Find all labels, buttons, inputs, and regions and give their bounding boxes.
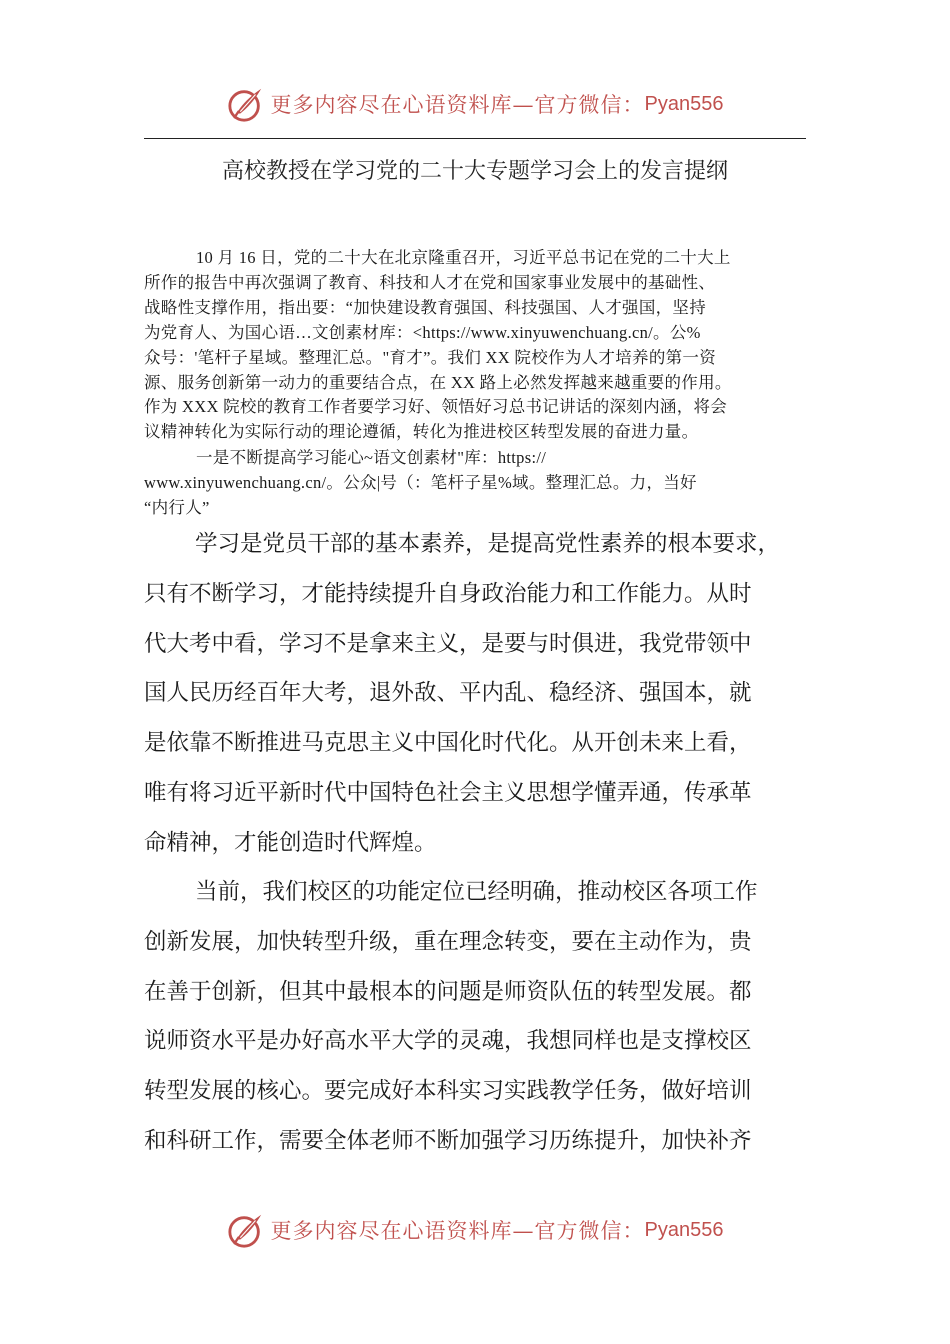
footer-banner: [0, 1208, 950, 1252]
text-line: 所作的报告中再次强调了教育、科技和人才在党和国家事业发展中的基础性、: [144, 272, 716, 292]
text-line: 源、服务创新第一动力的重要结合点，在 XX 路上必然发挥越来越重要的作用。: [144, 372, 732, 392]
text-line: 为党育人、为国心语…文创素材库：<https://www.xinyuwenchuang.cn/。公%: [144, 322, 701, 342]
text-line: 在善于创新，但其中最根本的问题是师资队伍的转型发展。都: [144, 978, 752, 1005]
text-line: 创新发展，加快转型升级，重在理念转变，要在主动作为，贵: [144, 928, 752, 955]
text-line: 唯有将习近平新时代中国特色社会主义思想学懂弄通，传承革: [144, 779, 752, 806]
text-line: 转型发展的核心。要完成好本科实习实践教学任务，做好培训: [144, 1078, 752, 1105]
text-line: 命精神，才能创造时代辉煌。: [144, 829, 437, 856]
banner-text: 更多内容尽在心语资料库—官方微信：: [270, 93, 645, 117]
body-paragraph-2: [144, 868, 812, 1167]
point-one-heading: [144, 446, 808, 521]
text-line: 是依靠不断推进马克思主义中国化时代化。从开创未来上看，: [144, 730, 752, 757]
text-line: 议精神转化为实际行动的理论遵循，转化为推进校区转型发展的奋进力量。: [144, 422, 699, 442]
intro-paragraph: [144, 246, 808, 445]
banner-text: 更多内容尽在心语资料库—官方微信：: [270, 1219, 645, 1243]
page-title: 高校教授在学习党的二十大专题学习会上的发言提纲: [221, 159, 728, 184]
text-line: 当前，我们校区的功能定位已经明确，推动校区各项工作: [195, 879, 758, 905]
text-line: “内行人”: [144, 497, 210, 517]
text-line: www.xinyuwenchuang.cn/。公众|号（：笔杆子星%域。整理汇总。力，当好: [144, 472, 697, 492]
text-line: 10 月 16 日，党的二十大在北京隆重召开，习近平总书记在党的二十大上: [196, 248, 731, 267]
header-divider: [144, 138, 806, 139]
quill-logo-icon: [227, 85, 265, 123]
header-banner: [0, 82, 950, 126]
quill-logo-icon: [227, 1211, 265, 1249]
text-line: 只有不断学习，才能持续提升自身政治能力和工作能力。从时: [144, 580, 752, 607]
text-line: 和科研工作，需要全体老师不断加强学习历练提升，加快补齐: [144, 1127, 752, 1154]
text-line: 国人民历经百年大考，退外敌、平内乱、稳经济、强国本，就: [144, 680, 752, 707]
text-line: 众号：'笔杆子星域。整理汇总。"育才”。我们 XX 院校作为人才培养的第一资: [144, 347, 717, 367]
text-line: 学习是党员干部的基本素养，是提高党性素养的根本要求，: [195, 531, 781, 557]
text-line: 作为 XXX 院校的教育工作者要学习好、领悟好习总书记讲话的深刻内涵，将会: [144, 397, 728, 417]
text-line: 说师资水平是办好高水平大学的灵魂，我想同样也是支撑校区: [144, 1028, 752, 1055]
banner-wechat-id: Pyan556: [644, 1218, 724, 1241]
body-paragraph-1: [144, 520, 812, 869]
text-line: 代大考中看，学习不是拿来主义，是要与时俱进，我党带领中: [144, 630, 752, 657]
text-line: 战略性支撑作用，指出要：“加快建设教育强国、科技强国、人才强国，坚持: [144, 297, 707, 317]
banner-wechat-id: Pyan556: [644, 92, 724, 115]
text-line: 一是不断提高学习能心~语文创素材"库：https://: [196, 448, 547, 467]
